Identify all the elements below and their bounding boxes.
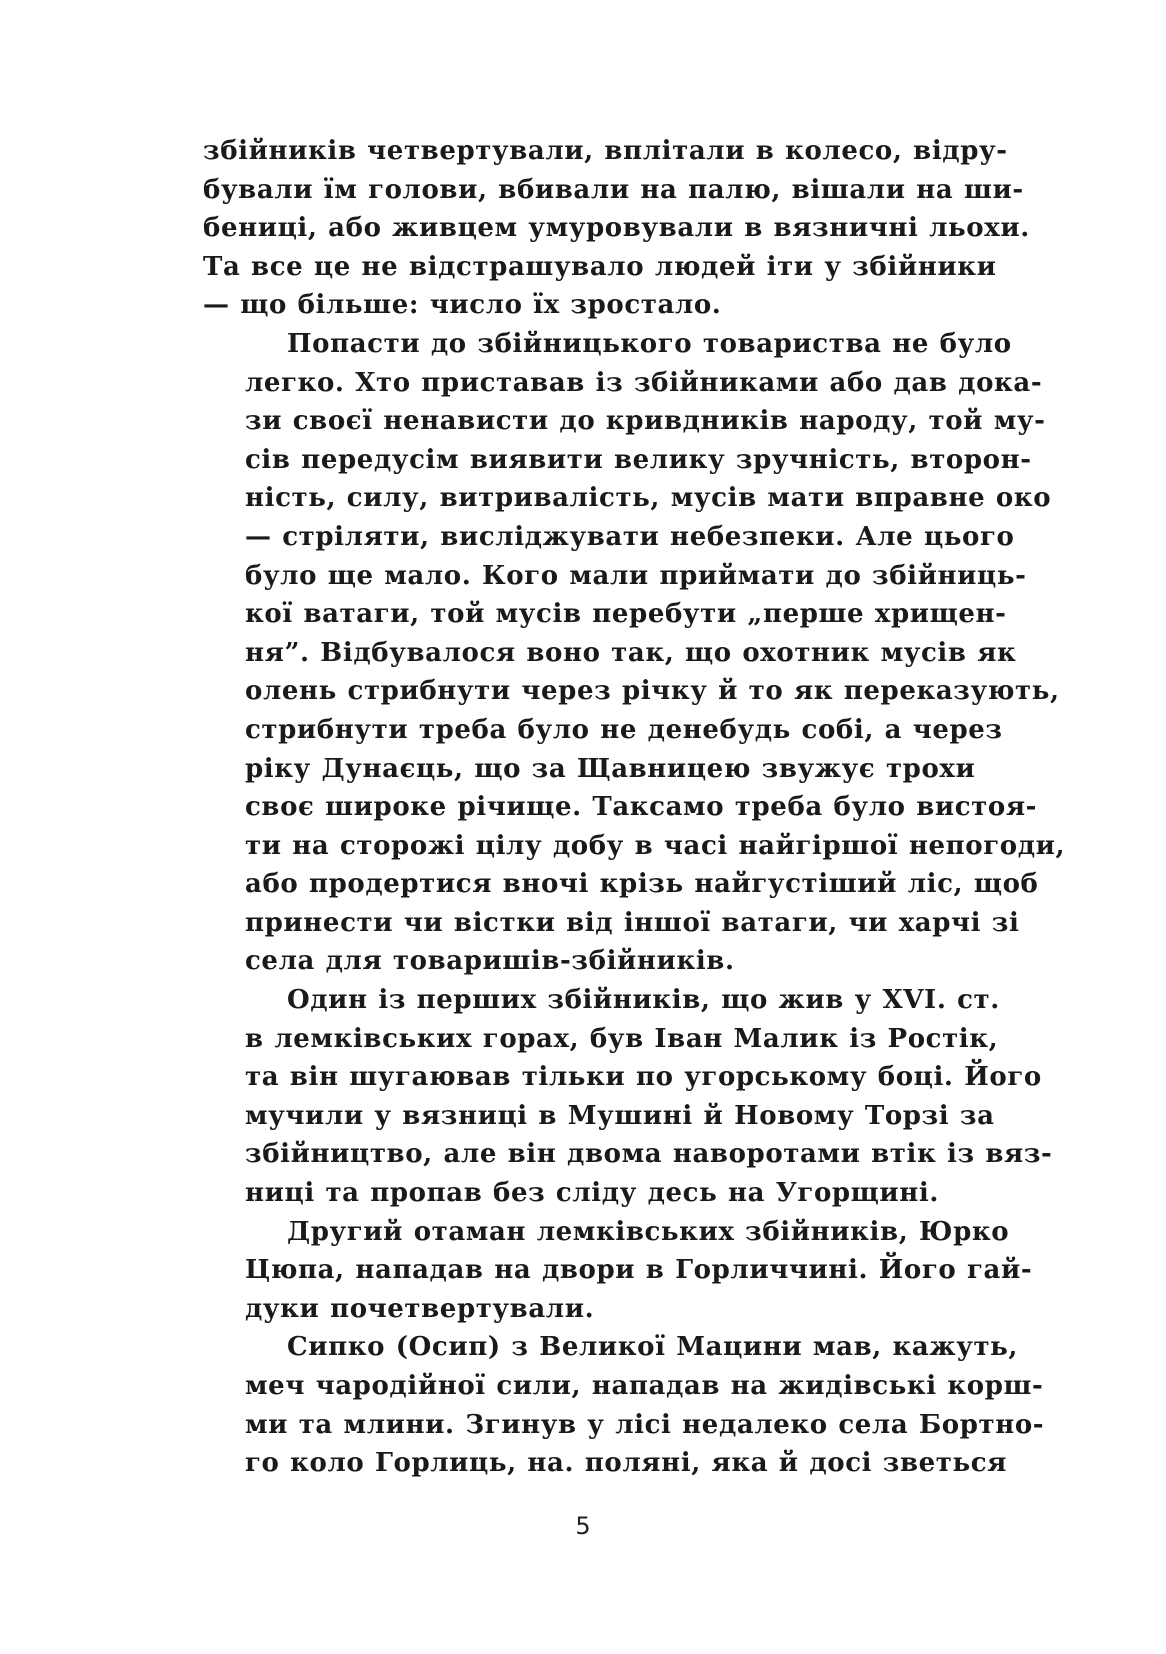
text-line: мучили у вязниці в Мушині й Новому Торзі за bbox=[245, 1100, 995, 1131]
text-line: або продертися вночі крізь найгустіший ліс, щоб bbox=[245, 869, 1039, 900]
text-line: Сипко (Осип) з Великої Мацини мав, кажуть, bbox=[287, 1332, 1019, 1363]
text-line: олень стрибнути через річку й то як переказують, bbox=[245, 676, 1060, 707]
text-line: стрибнути треба було не денебудь собі, а через bbox=[245, 714, 1003, 745]
text-line: принести чи вістки від іншої ватаги, чи харчі зі bbox=[245, 907, 1020, 938]
text-line: збійництво, але він двома наворотами втік із вяз- bbox=[245, 1139, 1053, 1170]
paragraph bbox=[203, 981, 1053, 1213]
text-line: Цюпа, нападав на двори в Горличчині. Його гай- bbox=[245, 1255, 1033, 1286]
text-line: ниці та пропав без сліду десь на Угорщині. bbox=[245, 1178, 940, 1209]
text-line: сів передусім виявити велику зручність, второн- bbox=[245, 444, 1032, 475]
text-line: Другий отаман лемківських збійників, Юрко bbox=[287, 1216, 1010, 1247]
text-line: було ще мало. Кого мали приймати до збійниць- bbox=[245, 560, 1027, 591]
text-line: ність, силу, витривалість, мусів мати вправне око bbox=[245, 483, 1052, 514]
text-line: го коло Горлиць, на. поляні, яка й досі зветься bbox=[245, 1448, 1007, 1479]
text-line: бували їм голови, вбивали на палю, вішали на ши- bbox=[203, 174, 1024, 205]
text-line: кої ватаги, той мусів перебути „перше хрищен- bbox=[245, 599, 1007, 630]
text-line: своє широке річище. Таксамо треба було вистоя- bbox=[245, 792, 1038, 823]
paragraph bbox=[203, 132, 1030, 325]
text-line: бениці, або живцем умуровували в вязничні льохи. bbox=[203, 213, 1030, 244]
text-line: Один із перших збійників, що жив у XVI. ст. bbox=[287, 985, 1000, 1016]
body-text bbox=[203, 132, 1066, 1483]
text-line: легко. Хто приставав із збійниками або дав дока- bbox=[245, 367, 1043, 398]
paragraph bbox=[203, 1328, 1045, 1482]
text-line: ти на сторожі цілу добу в часі найгіршої непогоди, bbox=[245, 830, 1066, 861]
text-line: меч чародійної сили, нападав на жидівські корш- bbox=[245, 1371, 1044, 1401]
text-line: ми та млини. Згинув у лісі недалеко села Бортно- bbox=[245, 1409, 1045, 1440]
text-line: дуки почетвертували. bbox=[245, 1293, 595, 1324]
text-line: — стріляти, висліджувати небезпеки. Але цього bbox=[245, 521, 1015, 552]
text-line: ня”. Відбувалося воно так, що охотник мусів як bbox=[245, 637, 1017, 668]
text-line: в лемківських горах, був Іван Малик із Ростік, bbox=[245, 1023, 999, 1054]
page-number: 5 bbox=[575, 1512, 591, 1540]
text-line: збійників четвертували, вплітали в колесо, відру- bbox=[203, 136, 1008, 166]
text-line: Попасти до збійницького товариства не було bbox=[287, 328, 1012, 359]
paragraph bbox=[203, 325, 1066, 981]
paragraph bbox=[203, 1213, 1033, 1329]
text-line: Та все це не відстрашувало людей іти у збійники bbox=[203, 251, 997, 282]
text-line: села для товаришів-збійників. bbox=[245, 946, 735, 977]
text-line: зи своєї ненависти до кривдників народу, той му- bbox=[245, 406, 1046, 437]
text-line: — що більше: число їх зростало. bbox=[203, 290, 722, 321]
text-line: та він шугаював тільки по угорському боці. Його bbox=[245, 1062, 1042, 1093]
text-line: ріку Дунаєць, що за Щавницею звужує трохи bbox=[245, 753, 976, 784]
